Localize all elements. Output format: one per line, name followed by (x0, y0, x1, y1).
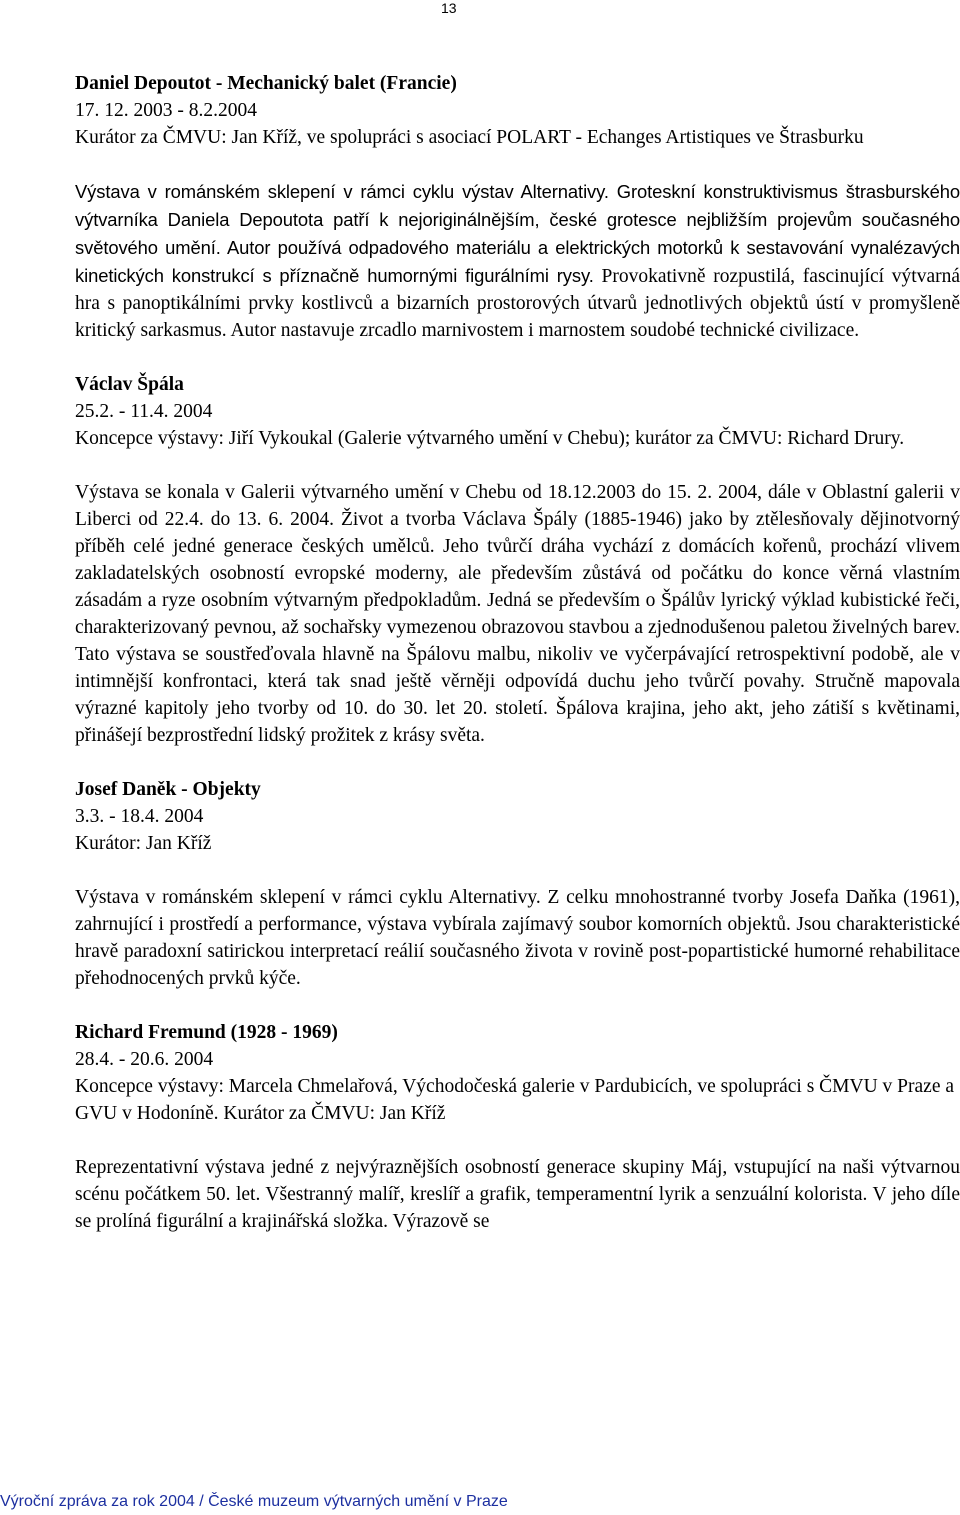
section-body-sans: Výstava v románském sklepení v rámci cyklu výstav Alternativy. Groteskní konstruktivismus štrasburského výtvarníka Daniela Depoutota patří k nejoriginálnějším, české grotesce nejbližším projevům současného světového umění. Autor používá odpadového materiálu a elektrických motorků k sestavování vynalézavých kinetických konstrukcí s příznačně humornými figurálními rysy. (75, 181, 960, 286)
section-depoutot (75, 70, 960, 344)
page-number: 13 (441, 0, 457, 16)
section-dates: 28.4. - 20.6. 2004 (75, 1049, 214, 1070)
section-body-serif: Provokativně rozpustilá, fascinující výtvarná hra s panoptikálními prvky kostlivců a bizarních prostorových útvarů jednotlivých objektů ústí v promyšleně kritický sarkasmus. Autor nastavuje zrcadlo marnivostem i marnostem soudobé technické civilizace. (75, 266, 960, 341)
section-body: Reprezentativní výstava jedné z nejvýraznějších osobností generace skupiny Máj, vstupující na naši výtvarnou scénu počátkem 50. let. Všestranný malíř, kreslíř a grafik, temperamentní lyrik a senzuální kolorista. V jeho díle se prolíná figurální a krajinářská složka. Výrazově se (75, 1157, 960, 1232)
section-dates: 3.3. - 18.4. 2004 (75, 806, 204, 827)
page-footer: Výroční zpráva za rok 2004 / České muzeum výtvarných umění v Praze (0, 1493, 508, 1510)
section-title: Josef Daněk - Objekty (75, 779, 261, 800)
section-title: Daniel Depoutot - Mechanický balet (Francie) (75, 73, 457, 94)
section-curator: Koncepce výstavy: Jiří Vykoukal (Galerie výtvarného umění v Chebu); kurátor za ČMVU: Richard Drury. (75, 428, 905, 449)
section-title: Václav Špála (75, 374, 184, 395)
section-title: Richard Fremund (1928 - 1969) (75, 1022, 338, 1043)
section-danek (75, 776, 960, 992)
section-curator: Kurátor za ČMVU: Jan Kříž, ve spolupráci s asociací POLART - Echanges Artistiques ve Štrasburku (75, 127, 864, 148)
page-content (75, 70, 960, 1235)
section-curator: Koncepce výstavy: Marcela Chmelařová, Východočeská galerie v Pardubicích, ve spolupráci s ČMVU v Praze a GVU v Hodoníně. Kurátor za ČMVU: Jan Kříž (75, 1076, 955, 1124)
section-dates: 17. 12. 2003 - 8.2.2004 (75, 100, 257, 121)
section-body (75, 178, 960, 344)
section-dates: 25.2. - 11.4. 2004 (75, 401, 213, 422)
section-fremund (75, 1019, 960, 1235)
section-curator: Kurátor: Jan Kříž (75, 833, 212, 854)
section-body: Výstava v románském sklepení v rámci cyklu Alternativy. Z celku mnohostranné tvorby Josefa Daňka (1961), zahrnující i prostředí a performance, výstava vybírala zajímavý soubor komorních objektů. Jsou charakteristické hravě paradoxní satirickou interpretací reálií současného života v rovině post-popartistické humorné rehabilitace přehodnocených prvků kýče. (75, 887, 960, 989)
section-spala (75, 371, 960, 749)
section-body: Výstava se konala v Galerii výtvarného umění v Chebu od 18.12.2003 do 15. 2. 2004, dále v Oblastní galerii v Liberci od 22.4. do 13. 6. 2004. Život a tvorba Václava Špály (1885-1946) jako by ztělesňovaly dějinotvorný příběh celé jedné generace českých umělců. Jeho tvůrčí dráha vychází z domácích kořenů, prochází vlivem zakladatelských osobností evropské moderny, ale především zůstává od počátku do konce věrná vlastním zásadám a ryze osobním výtvarným předpokladům. Jedná se především o Špálův lyrický výklad kubistické řeči, charakterizovaný pevnou, až sochařsky vymezenou obrazovou stavbou a zjednodušenou paletou živelných barev. Tato výstava se soustřeďovala hlavně na Špálovu malbu, nikoliv ve vyčerpávající retrospektivní podobě, ale v intimnější konfrontaci, která tak snad ještě věrněji odpovídá duchu jeho tvůrčí povahy. Stručně mapovala výrazné kapitoly jeho tvorby od 10. do 30. let 20. století. Špálova krajina, jeho akt, jeho zátiší s květinami, přinášejí bezprostřední lidský prožitek z krásy světa. (75, 482, 960, 746)
